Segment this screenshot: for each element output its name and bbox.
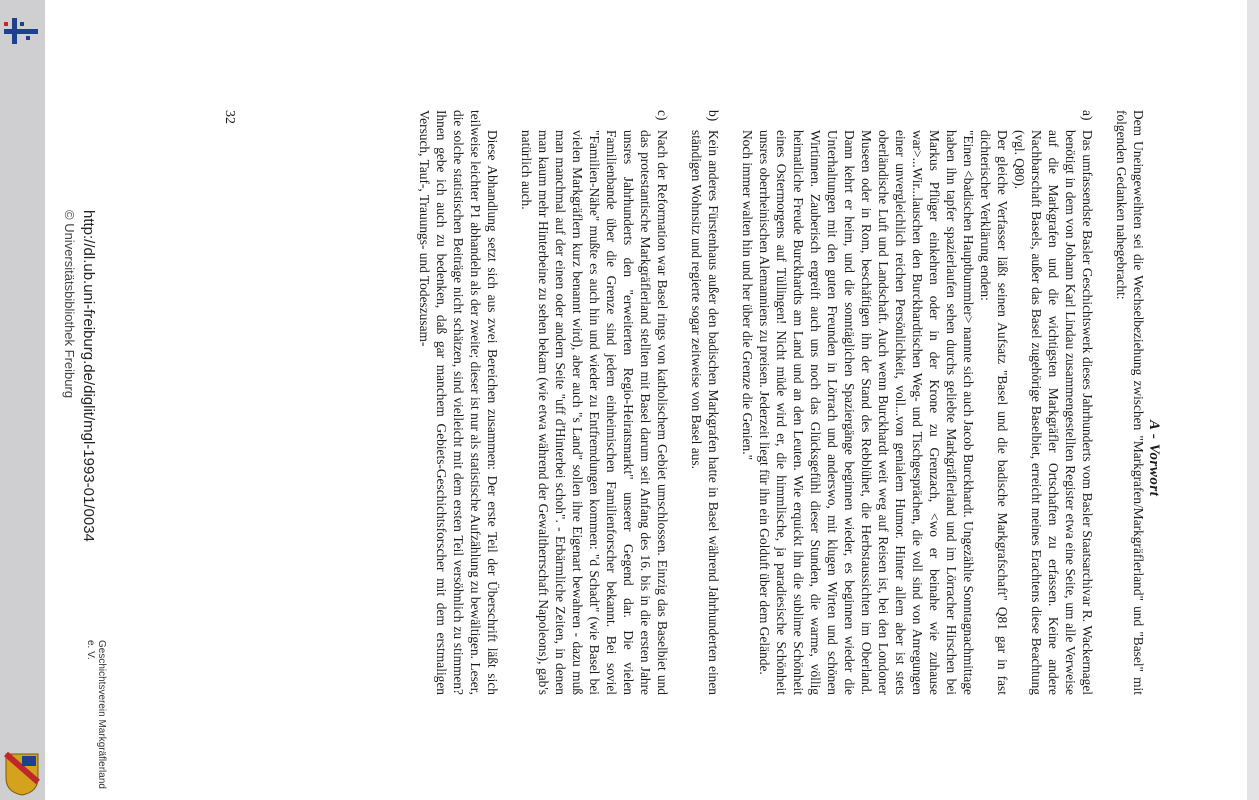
rotated-scan [45,0,1247,800]
paragraph-a3: "Einen <badischen Hauptbummler> nannte sich auch Jacob Burckhardt. Ungezählte Sonntagnachmittage haben ihn tapfer spazierlaufen sehen durchs geliebte Markgräflerland und im Lörracher Hirschen bei Markus Pflüger einkehren oder in der Krone zu Grenzach, <wo er beinahe wie zuhause war>...Wir...lauschen den Burckhardtischen Weg- und Tischgesprächen, die voll sind von Anregungen einer unvergleichlich reichen Persönlichkeit, voll...von genialem Humor. Hinter allem aber ist stets oberländische Luft und Landschaft. Auch wenn Burckhardt weit weg auf Reisen ist, bei den Londoner Museen oder in Rom, beschäftigen ihn der Stand des Rebblühet, die Herbstaussichten im Oberland. Dann kehrt er heim, und die sonntäglichen Spaziergänge beginnen wieder, es beginnen wieder die Unterhaltungen mit den guten Freunden in Lörrach und anderswo, mit klugen Wirten und schönen Wirtinnen. Zauberisch ergreift auch uns noch das Glücksgefühl dieser Stunden, die warme, völlig heimatliche Freude Burckhardts am Land und an den Leuten. Wie erquickt ihn die sublime Schönheit eines Ostermorgens auf Tüllingen! Nicht müde wird er, die himmlische, ja paradiesische Schönheit unsres oberrheinischen Alemanniens zu preisen. Jederzeit liegt für ihn ein Golduft über dem Gelände. [757,130,976,695]
paragraph-a2: Der gleiche Verfasser läßt seinen Aufsatz "Basel und die badische Markgrafschaft" Q81 gar in fast dichterischer Verklärung enden: [978,130,1010,695]
list-item-b [688,110,722,695]
document-page [45,0,1247,800]
page-header: A - Vorwort [1146,420,1162,497]
page-number: 32 [222,110,237,124]
paragraph-b: Kein anderes Fürstenhaus außer den badischen Markgrafen hatte in Basel während Jahrhunderten einen ständigen Wohnsitz und regierte sogar zeitweise von Basel aus. [689,130,721,695]
intro-paragraph: Dem Uneingeweihten sei die Wechselbeziehung zwischen "Markgrafen/Markgräflerland" und "Basel" mit folgenden Gedanken nahegebracht: [1114,110,1146,695]
left-sidebar-strip [0,0,45,800]
paragraph-a1: Das umfassendste Basler Geschichtswerk dieses Jahrhunderts vom Basler Staatsarchivar R. Wackernagel benötigt in dem von Johann Karl Lindau zusammengestellten Register etwa eine Seite, um alle Verweise auf die Markgrafen und die wichtigsten Markgräfler Ortschaften zu erfassen. Keine andere Nachbarschaft Basels, außer das Basel zugehörige Baselbiet, erreicht meines Erachtens diese Beachtung (vgl. Q80). [1012,130,1095,695]
paragraph-a4: Noch immer walten hin und her über die Grenze die Genien." [740,130,755,461]
item-label-a: a) [1080,110,1095,121]
list-item-a [739,110,1096,695]
society-name: Geschichtsverein Markgräflerland e. V. [85,640,107,789]
item-label-c: c) [655,110,670,121]
copyright-notice: © Universitätsbibliothek Freiburg [62,210,77,399]
list-item-c [518,110,671,695]
source-url-link[interactable]: http://dl.ub.uni-freiburg.de/diglit/mgl-1993-01/0034 [80,210,97,542]
paragraph-d: Diese Abhandlung setzt sich aus zwei Bereichen zusammen: Der erste Teil der Überschrift läßt sich teilweise leichter P1 abhandeln als der zweite; dieser ist nur als statistische Aufzählung zu bewältigen. Leser, die solche statistischen Beiträge nicht schätzen, sind vielleicht mit dem ersten Teil versöhnlich zu stimmen? Ihnen gebe ich auch zu bedenken, daß gar manchem Gebiets-Geschichtsforscher mit dem erstmaligen Versuch, Tauf-, Trauungs- und Todeszusam- [417,110,500,695]
coat-of-arms-icon [4,752,40,796]
body-text [416,110,1147,695]
item-label-b: b) [706,110,721,122]
library-logo-icon [2,14,38,48]
right-edge-strip [1247,0,1259,800]
paragraph-c: Nach der Reformation war Basel rings von katholischem Gebiet umschlossen. Einzig das Baselbiet und das protestantische Markgräflerland stellten mit Basel darum seit Anfang des 16. bis in die ersten Jahre unsres Jahrhunderts den "erweiterten Regio-Heiratsmarkt" unserer Gegend dar. Die vielen Familienbande über die Grenze sind jedem einheimischen Familienforscher bekannt. Bei soviel "Familien-Nähe" mußte es auch hin und wieder zu Entfremdungen kommen: "d Schadt" (wie Basel bei vielen Markgräflern kurz benannt wird), aber auch "s Land" sollen ihre Eigenart bewahren - dazu muß man manchmal auf der einen oder andern Seite "uff d'Hinterbei schoh". - Erbärmliche Zeiten, in denen man kaum mehr Hinterbeine zu sehen bekam (wie etwa während der Gewaltherrschaft Napoleons), gab's natürlich auch. [519,130,670,695]
